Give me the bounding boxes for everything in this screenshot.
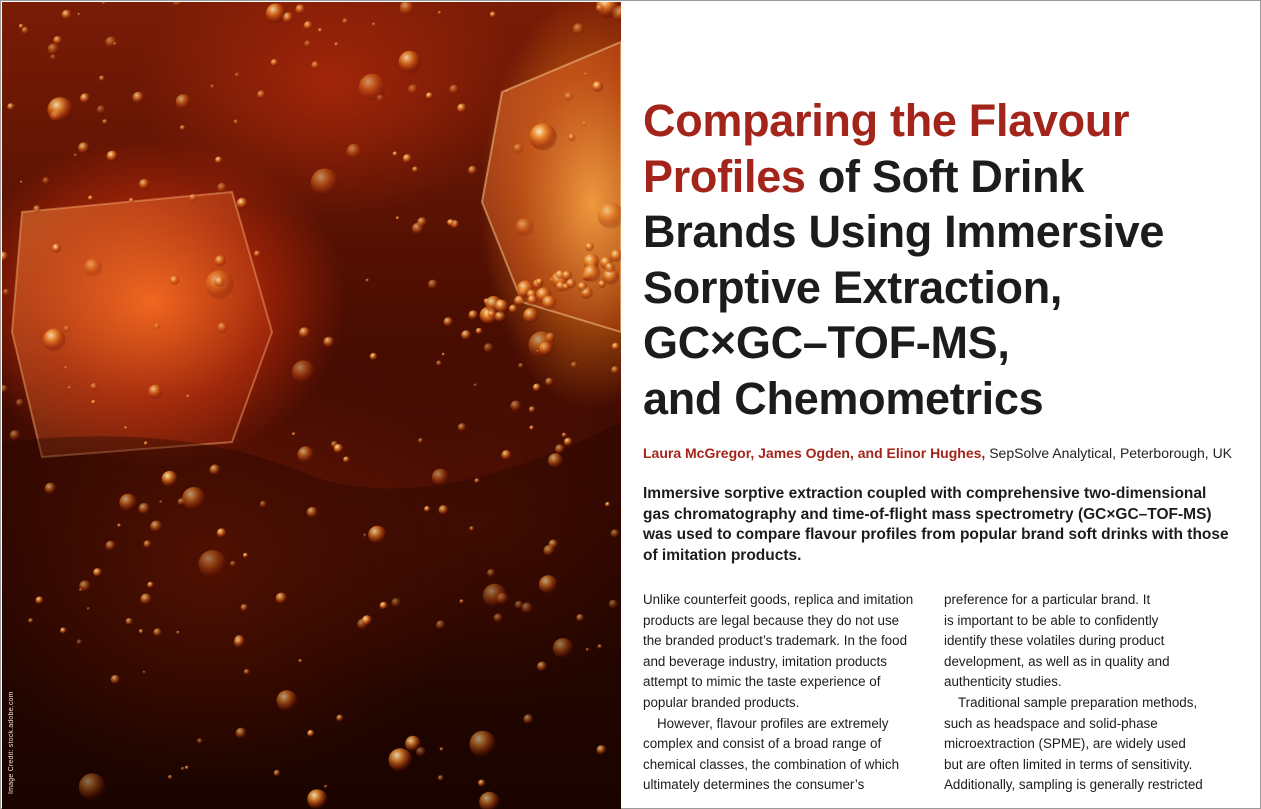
bubble xyxy=(474,478,479,483)
bubble xyxy=(408,84,419,95)
bubble xyxy=(3,289,10,296)
bubble xyxy=(611,366,619,374)
bubble xyxy=(77,13,80,16)
bubble xyxy=(77,639,82,644)
bubble xyxy=(426,92,433,99)
bubble xyxy=(7,103,15,111)
bubble xyxy=(347,144,363,160)
bubble xyxy=(236,728,247,739)
bubble xyxy=(126,618,133,625)
bubble xyxy=(299,659,303,663)
bubble xyxy=(438,775,444,781)
bubble xyxy=(237,198,248,209)
bubble xyxy=(102,119,107,124)
bubble xyxy=(189,194,197,202)
body-line: Traditional sample preparation methods, xyxy=(958,694,1198,710)
bubble xyxy=(536,350,539,353)
body-line: but are often limited in terms of sensitivity. xyxy=(944,756,1193,772)
body-line: Unlike counterfeit goods, replica and imitation xyxy=(643,592,914,607)
bubble xyxy=(304,40,311,47)
photo-credit: Image Credit: stock.adobe.com xyxy=(8,691,15,794)
bubble xyxy=(217,183,227,193)
bubble xyxy=(578,282,588,292)
bubble xyxy=(584,72,588,76)
title-line3: Brands Using Immersive xyxy=(643,206,1165,257)
body-line: such as headspace and solid-phase xyxy=(944,715,1158,731)
bubble xyxy=(478,780,485,787)
bubble xyxy=(389,748,412,771)
body-line: products are legal because they do not use xyxy=(643,612,900,628)
bubble xyxy=(176,631,180,635)
bubble xyxy=(241,604,249,612)
body-line: chemical classes, the combination of which xyxy=(643,756,900,772)
bubble xyxy=(564,92,573,101)
body-line: identify these volatiles during product xyxy=(944,633,1165,649)
bubble xyxy=(583,265,601,283)
bubble xyxy=(78,142,89,153)
bubble xyxy=(180,125,186,131)
bubble xyxy=(80,93,90,103)
bubble xyxy=(150,521,162,533)
bubble xyxy=(522,603,533,614)
bubble xyxy=(495,300,509,314)
bubble xyxy=(566,279,576,289)
body-column-2 xyxy=(944,590,1234,796)
bubble xyxy=(144,540,152,548)
bubble xyxy=(510,401,521,412)
bubble xyxy=(506,90,510,94)
bubble xyxy=(139,179,150,190)
bubble xyxy=(154,323,160,329)
bubble xyxy=(79,773,106,800)
bubble xyxy=(311,169,339,197)
body-line: the branded product’s trademark. In the food xyxy=(643,633,908,649)
body-column-1 xyxy=(643,590,933,796)
paragraph-3 xyxy=(944,693,1234,796)
bubble xyxy=(428,280,438,290)
title-line4: Sorptive Extraction, xyxy=(643,261,1063,313)
bubble xyxy=(334,444,344,454)
bubble xyxy=(523,714,533,724)
bubble xyxy=(173,2,183,7)
bubble xyxy=(417,217,427,227)
bubble xyxy=(484,343,494,353)
author-names: Laura McGregor, James Ogden, and Elinor Hughes, xyxy=(643,445,986,461)
bubble xyxy=(176,94,191,109)
bubble xyxy=(266,3,286,23)
bubble xyxy=(60,627,67,634)
bubble xyxy=(124,426,127,429)
bubble xyxy=(235,72,240,77)
bubble xyxy=(68,386,71,389)
body-line: is important to be able to confidently xyxy=(944,612,1159,628)
body-line: and beverage industry, imitation products xyxy=(643,653,887,669)
bubble xyxy=(416,747,426,757)
bubble xyxy=(483,584,507,608)
bubble xyxy=(186,395,190,399)
body-line: ultimately determines the consumer’s xyxy=(643,777,865,793)
bubble xyxy=(210,84,215,89)
body-line: complex and consist of a broad range of xyxy=(643,736,882,752)
bubble xyxy=(64,366,68,370)
bubble xyxy=(545,378,553,386)
bubble xyxy=(586,648,590,652)
bubble xyxy=(93,568,102,577)
bubble xyxy=(396,216,400,220)
bubble xyxy=(139,503,151,515)
bubble xyxy=(323,337,334,348)
bubble xyxy=(148,385,162,399)
bubble xyxy=(181,767,185,771)
bubble xyxy=(99,76,105,82)
bubble xyxy=(470,731,496,757)
bubble xyxy=(234,637,245,648)
bubble xyxy=(217,528,227,538)
bubble xyxy=(28,618,33,623)
body-line: preference for a particular brand. It xyxy=(944,592,1151,607)
bubble xyxy=(129,198,135,204)
bubble xyxy=(45,483,57,495)
title-line5: GC×GC–TOF-MS, xyxy=(643,317,1010,368)
body-line: microextraction (SPME), are widely used xyxy=(944,736,1186,752)
bubble xyxy=(612,343,620,351)
bubble xyxy=(91,400,96,405)
bubble xyxy=(548,453,563,468)
paragraph-2 xyxy=(643,714,933,796)
bubble xyxy=(20,181,23,184)
bubble xyxy=(274,770,281,777)
bubble xyxy=(529,406,536,413)
bubble xyxy=(529,331,556,358)
bubble xyxy=(366,279,370,283)
bubble xyxy=(439,505,449,515)
body-line: authenticity studies. xyxy=(944,674,1062,690)
bubble xyxy=(182,487,205,510)
bubble xyxy=(440,747,444,751)
bubble xyxy=(494,614,503,623)
bubble xyxy=(43,329,65,351)
bubble xyxy=(596,4,604,12)
bubble xyxy=(84,259,102,277)
bubble xyxy=(48,43,60,55)
author-byline xyxy=(643,444,1243,462)
title-accent-line1: Comparing the Flavour xyxy=(643,95,1130,146)
bubble xyxy=(442,353,445,356)
bubble xyxy=(468,166,477,175)
bubble xyxy=(143,671,146,674)
bubble xyxy=(162,471,178,487)
bubble xyxy=(260,501,267,508)
bubble xyxy=(271,59,279,67)
bubble xyxy=(153,628,162,637)
bubble xyxy=(10,430,21,441)
bubble xyxy=(334,42,338,46)
bubble xyxy=(244,669,250,675)
bubble xyxy=(185,766,189,770)
bubble xyxy=(399,51,421,73)
bubble xyxy=(304,21,313,30)
bubble xyxy=(74,154,78,158)
bubble xyxy=(457,104,467,114)
body-line: popular branded products. xyxy=(643,694,800,710)
bubble xyxy=(609,600,618,609)
bubble xyxy=(544,545,555,556)
bubble xyxy=(52,244,61,253)
bubble xyxy=(474,383,478,387)
bubble xyxy=(42,177,50,185)
bubble xyxy=(359,74,386,101)
bubble xyxy=(490,12,497,19)
body-line: development, as well as in quality and xyxy=(944,653,1170,669)
bubble xyxy=(107,151,118,162)
bubble xyxy=(117,524,121,528)
body-line: Additionally, sampling is generally restricted xyxy=(944,777,1203,793)
article-title xyxy=(643,93,1243,426)
bubble xyxy=(436,360,442,366)
bubble xyxy=(529,426,534,431)
bubble xyxy=(16,399,24,407)
bubble xyxy=(292,360,315,383)
bubble xyxy=(553,638,573,658)
bubble xyxy=(102,2,106,5)
bubble xyxy=(571,362,578,369)
bubble xyxy=(230,561,236,567)
bubble xyxy=(362,615,372,625)
bubble xyxy=(292,432,296,436)
body-line: However, flavour profiles are extremely xyxy=(657,715,889,731)
bubble xyxy=(403,154,412,163)
bubble xyxy=(605,263,615,273)
bubble xyxy=(90,383,98,391)
bubble xyxy=(424,506,430,512)
bubble xyxy=(297,446,313,462)
bubble xyxy=(217,322,228,333)
bubble xyxy=(539,575,558,594)
bubble xyxy=(33,205,41,213)
bubble xyxy=(343,456,350,463)
bubble xyxy=(113,42,117,46)
bubble xyxy=(412,166,418,172)
bubble xyxy=(564,438,573,447)
bubble xyxy=(523,308,539,324)
bubble xyxy=(597,745,607,755)
bubble xyxy=(370,353,378,361)
bubble xyxy=(111,675,120,684)
bubble xyxy=(597,644,602,649)
bubble xyxy=(418,438,423,443)
bubble xyxy=(513,144,523,154)
bubble xyxy=(106,541,116,551)
bubble xyxy=(276,593,287,604)
bubble xyxy=(555,444,565,454)
bubble xyxy=(62,10,72,20)
bubble xyxy=(469,526,474,531)
bubble xyxy=(197,738,203,744)
bubble xyxy=(537,662,547,672)
bubble xyxy=(501,450,511,460)
bubble xyxy=(97,105,106,114)
bubble xyxy=(64,326,71,333)
bubble xyxy=(139,629,144,634)
bubble xyxy=(432,469,449,486)
bubble xyxy=(311,61,319,69)
bubble xyxy=(318,28,323,33)
bubble xyxy=(307,730,314,737)
body-line: attempt to mimic the taste experience of xyxy=(643,674,881,690)
bubble xyxy=(582,121,587,126)
bubble xyxy=(363,534,367,538)
bubble xyxy=(542,296,556,310)
bubble xyxy=(22,27,30,35)
bubble xyxy=(458,423,466,431)
bubble xyxy=(585,243,594,252)
bubble xyxy=(79,580,91,592)
bubble xyxy=(147,582,154,589)
bubble xyxy=(530,123,557,150)
bubble xyxy=(324,785,328,789)
bubble xyxy=(87,607,90,610)
bubble xyxy=(36,596,44,604)
bubble xyxy=(400,2,415,16)
bubble xyxy=(391,598,400,607)
bubble xyxy=(243,553,248,558)
bubble xyxy=(518,363,523,368)
bubble xyxy=(380,602,388,610)
bubble xyxy=(461,330,471,340)
bubble xyxy=(48,97,73,122)
bubble xyxy=(393,151,398,156)
standfirst: Immersive sorptive extraction coupled with comprehensive two-dimensional gas chromatography and time-of-flight mass spectrometry (GC×GC–TOF-MS) was used to compare flavour profiles from popular brand soft drinks with those of imitation products. xyxy=(643,485,1229,564)
bubble xyxy=(215,277,225,287)
bubble xyxy=(2,385,8,393)
bubble xyxy=(178,498,185,505)
bubble xyxy=(257,90,266,99)
bubble xyxy=(210,465,221,476)
bubble xyxy=(342,18,348,24)
bubble xyxy=(2,252,8,262)
bubble xyxy=(254,251,261,258)
bubble xyxy=(119,494,137,512)
paragraph-1 xyxy=(643,590,933,714)
bubble xyxy=(460,599,464,603)
bubble xyxy=(436,620,445,629)
bubble xyxy=(144,441,148,445)
bubble xyxy=(215,156,223,164)
title-line6: and Chemometrics xyxy=(643,372,1044,424)
title-line2-rest: of Soft Drink xyxy=(805,150,1084,202)
bubble xyxy=(509,305,518,314)
bubble xyxy=(536,278,543,285)
bubble xyxy=(444,317,454,327)
bubble xyxy=(234,119,239,124)
bubble xyxy=(336,715,343,722)
bubble xyxy=(605,502,610,507)
bubble xyxy=(576,614,584,622)
bubble xyxy=(295,4,305,14)
bubble xyxy=(533,384,541,392)
bubble xyxy=(299,327,310,338)
bubble xyxy=(447,219,454,226)
bubble xyxy=(476,328,483,335)
bubble xyxy=(141,594,152,605)
bubble xyxy=(487,569,495,577)
author-affiliation: SepSolve Analytical, Peterborough, UK xyxy=(985,445,1233,461)
bubble xyxy=(159,500,162,503)
bubble xyxy=(515,601,523,609)
bubble xyxy=(568,134,576,142)
bubble xyxy=(468,310,478,320)
bubble xyxy=(170,276,180,286)
title-accent-line2: Profiles xyxy=(643,150,806,202)
bubble xyxy=(611,529,620,538)
bubble xyxy=(199,550,227,578)
bubble xyxy=(88,195,93,200)
cola-bubbles-photo xyxy=(2,2,621,809)
bubble xyxy=(515,218,533,236)
paragraph-2-continued xyxy=(944,590,1234,693)
bubble xyxy=(307,789,327,809)
bubble xyxy=(449,85,459,95)
bubble xyxy=(307,507,318,518)
bubble xyxy=(215,255,226,266)
bubble xyxy=(168,775,173,780)
bubble xyxy=(562,433,567,438)
bubble xyxy=(372,22,376,26)
bubbles-illustration xyxy=(2,2,621,809)
bubble xyxy=(438,11,442,15)
bubble xyxy=(592,81,603,92)
bubble xyxy=(368,526,386,544)
bubble xyxy=(573,23,585,35)
bubble xyxy=(133,92,145,104)
bubble xyxy=(277,690,298,711)
